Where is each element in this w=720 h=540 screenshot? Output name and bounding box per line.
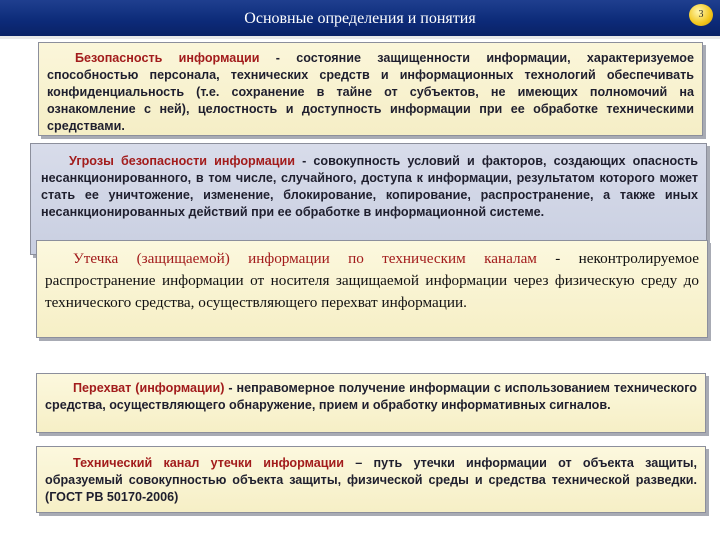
definition-term: Угрозы безопасности информации <box>69 154 295 168</box>
page-number-badge: 3 <box>689 4 713 26</box>
definition-body: - состояние защищенности информации, характеризуемое способностью персонала, технических средств и информационных технологий обеспечивать конфиденциальность (т.е. сохранение в тайне от субъектов, не имеющих полномочий на ознакомление с ней), целостность и доступность информации при ее обработке техническими средствами. <box>47 51 694 133</box>
definition-body: - неправомерное получение информации с использованием технического средства, осуществляющего обнаружение, прием и обработку информативных сигналов. <box>45 381 697 412</box>
definition-text <box>41 153 698 221</box>
definition-information-security <box>38 42 703 136</box>
definition-technical-channel-leak <box>36 240 708 338</box>
definition-text <box>45 248 699 314</box>
definition-term: Безопасность информации <box>75 51 260 65</box>
definition-text <box>45 455 697 506</box>
definition-body: - неконтролируемое распространение информации от носителя защищаемой информации через физическую среду до технического средства, осуществляющего перехват информации. <box>45 250 700 311</box>
definition-text <box>47 50 694 135</box>
definition-body: – путь утечки информации от объекта защиты, образуемый совокупностью объекта защиты, физической среды и средства технической разведки. (ГОСТ РВ 50170-2006) <box>45 456 697 504</box>
definition-security-threats <box>30 143 707 255</box>
slide-title: Основные определения и понятия <box>244 10 476 27</box>
definition-body: - совокупность условий и факторов, создающих опасность несанкционированного, в том числе, случайного, доступа к информации, результатом которого может стать ее уничтожение, изменение, блокирование, копирование, распространение, а также иных несанкционированных действий при ее обработке в информационной системе. <box>41 154 698 219</box>
definition-text <box>45 380 697 414</box>
title-bar <box>0 0 720 39</box>
definition-interception <box>36 373 706 433</box>
definition-term: Утечка (защищаемой) информации по техническим каналам <box>73 250 537 267</box>
definition-term: Технический канал утечки информации <box>73 456 345 470</box>
definition-leak-channel <box>36 446 706 513</box>
definition-term: Перехват (информации) <box>73 381 225 395</box>
